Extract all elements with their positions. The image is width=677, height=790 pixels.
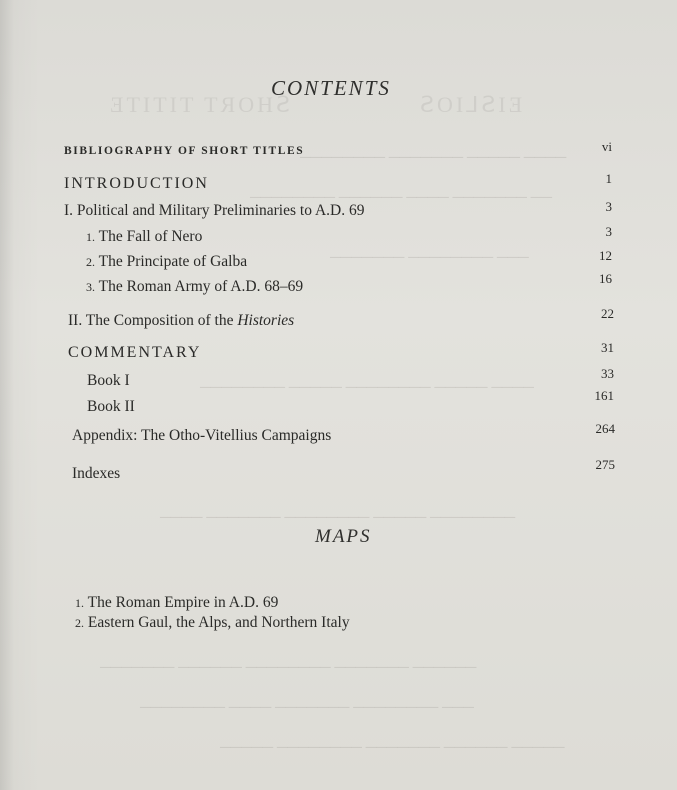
show-through-line: ──────── ─────── ───── ──── <box>300 150 567 166</box>
map-number: 2. <box>75 616 84 630</box>
page-number: 22 <box>601 306 614 321</box>
toc-entry-book-two: Book II <box>87 398 135 415</box>
page-number: 161 <box>594 388 614 403</box>
show-through-line: ──────── ────── ──── ─────── ── <box>250 190 552 206</box>
maps-heading: MAPS <box>315 526 372 547</box>
page-number: 275 <box>595 457 615 472</box>
toc-subentry-roman-army <box>86 278 303 296</box>
toc-section-commentary: COMMENTARY <box>68 344 202 361</box>
show-through-line: ─────── ────── ──────── ─────── ────── <box>100 660 477 676</box>
show-through-line: ───── ──────── ─────── ────── ───── <box>220 740 565 756</box>
page-number: 33 <box>601 366 614 381</box>
map-number: 1. <box>75 596 84 610</box>
entry-title-italic: Histories <box>237 312 295 329</box>
map-label: Eastern Gaul, the Alps, and Northern Italy <box>87 614 350 631</box>
page-number: vi <box>601 139 612 154</box>
map-label: The Roman Empire in A.D. 69 <box>87 594 279 611</box>
page-number: 31 <box>601 340 614 355</box>
subentry-number: 2. <box>86 255 95 269</box>
show-through-heading-right: ꙄOI⅃ꙄIƎ <box>420 92 526 117</box>
map-list-item <box>75 594 278 612</box>
toc-subentry-fall-of-nero <box>86 228 202 246</box>
page-number: 1 <box>605 171 612 186</box>
subentry-label: The Roman Army of A.D. 68–69 <box>98 278 304 295</box>
show-through-heading: ƎTITIT TЯOHꙄ <box>110 92 293 117</box>
toc-entry-part-one: I. Political and Military Preliminaries to A.D. 69 <box>64 202 365 219</box>
page-number: 16 <box>599 271 612 286</box>
page-number: 12 <box>599 248 612 263</box>
subentry-label: The Principate of Galba <box>98 253 248 270</box>
toc-subentry-principate-of-galba <box>86 253 247 271</box>
page-number: 264 <box>595 421 615 436</box>
entry-label: II. The Composition of the <box>68 312 234 329</box>
contents-heading: CONTENTS <box>271 76 391 100</box>
toc-section-introduction: INTRODUCTION <box>64 175 209 192</box>
toc-entry-appendix: Appendix: The Otho-Vitellius Campaigns <box>72 427 332 444</box>
subentry-label: The Fall of Nero <box>98 228 203 245</box>
map-list-item <box>75 614 350 632</box>
show-through-line: ──────── ──── ─────── ──────── ─── <box>140 700 474 716</box>
show-through-line: ──────── ───── ──────── ───── ──── <box>200 380 534 396</box>
toc-entry-part-two <box>68 312 294 330</box>
page-number: 3 <box>605 224 612 239</box>
show-through-line: ─────── ──────── ─── <box>330 250 529 266</box>
show-through-line: ──── ─────── ──────── ───── ──────── <box>160 510 516 526</box>
toc-entry-indexes: Indexes <box>72 465 121 482</box>
subentry-number: 3. <box>86 280 95 294</box>
page-number: 3 <box>605 199 612 214</box>
toc-entry-bibliography: BIBLIOGRAPHY OF SHORT TITLES <box>64 145 305 157</box>
toc-entry-book-one: Book I <box>87 372 130 389</box>
subentry-number: 1. <box>86 230 95 244</box>
